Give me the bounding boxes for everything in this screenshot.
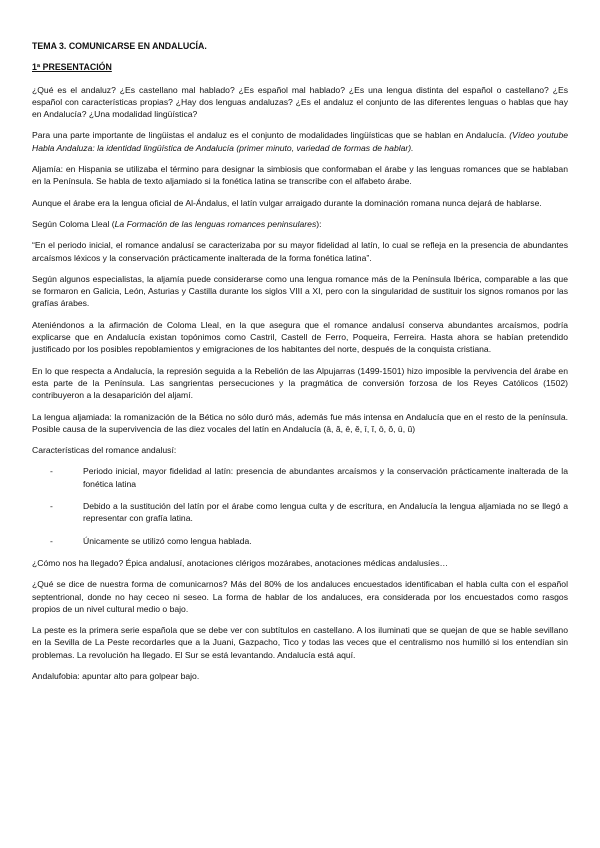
characteristics-list [32,465,568,546]
list-item [32,465,568,490]
paragraph-alpujarras: En lo que respecta a Andalucía, la represión seguida a la Rebelión de las Alpujarras (1499-1501) hizo imposible la pervivencia del árabe en esta parte de la Península. Las sangrientas persecuciones y la pragmática de conversión forzosa de los Reyes Católicos (1502) contribuyeron a la desaparición del aljamí. [32,365,568,401]
bullet-dash: - [50,501,53,512]
list-item-text: Periodo inicial, mayor fidelidad al latín: presencia de abundantes arcaísmos y la conservación prácticamente inalterada de la fonética latina [83,466,568,489]
paragraph-la-peste: La peste es la primera serie española que se debe ver con subtítulos en castellano. A los iluminati que se quejan de que se hable sevillano en la Sevilla de La Peste recordarles que a la Juani, Gazpacho, Tico y todas las veces que el centralismo nos humilló si los entendían sin problemas. La revolución ha llegado. El Sur se está levantando. Andalucía está aquí. [32,625,568,660]
section-heading: 1ª PRESENTACIÓN [32,62,112,73]
paragraph-lengua-aljamiada: La lengua aljamiada: la romanización de la Bética no sólo duró más, además fue más intensa en Andalucía que en el resto de la península. Posible causa de la supervivencia de las diez vocales del latín en Andalucía (ā, ă, ē, ĕ, ī, ĭ, ō, ŏ, ū, ŭ) [32,411,568,434]
paragraph-how-arrived: ¿Cómo nos ha llegado? Épica andalusí, anotaciones clérigos mozárabes, anotaciones médicas andalusíes… [32,557,449,568]
paragraph-andalufobia: Andalufobia: apuntar alto para golpear bajo. [32,670,200,681]
list-item-text: Debido a la sustitución del latín por el árabe como lengua culta y de escritura, en Andalucía la lengua aljamiada no se llegó a representar con grafía latina. [83,501,568,524]
bullet-dash: - [50,535,53,546]
paragraph-linguists-text: Para una parte importante de lingüistas el andaluz es el conjunto de modalidades lingüísticas que se hablan en Andalucía. [32,130,510,141]
paragraph-quote: “En el periodo inicial, el romance andalusí se caracterizaba por su mayor fidelidad al latín, lo cual se refleja en la presencia de abundantes arcaísmos léxicos y la conservación prácticamente inalterada de la forma fonética latina”. [32,240,568,263]
paragraph-linguists [32,129,568,154]
paragraph-aljamia: Aljamía: en Hispania se utilizaba el término para designar la simbiosis que conformaban el árabe y las lenguas romances que se hablaban en la Península. Se habla de texto aljamiado si la fonética latina se transcribe con el alfabeto árabe. [32,164,568,187]
coloma-lleal-end: ): [316,218,322,229]
paragraph-questions: ¿Qué es el andaluz? ¿Es castellano mal hablado? ¿Es español mal hablado? ¿Es una lengua distinta del español o castellano? ¿Es español con características propias? ¿Hay dos lenguas andaluzas? ¿Es el andaluz el conjunto de las diferentes lenguas o hablas que hay en Andalucía? ¿Una modalidad lingüística? [32,84,568,120]
list-item-text: Únicamente se utilizó como lengua hablada. [83,535,252,546]
paragraph-characteristics-heading: Características del romance andalusí: [32,445,177,456]
document-title: TEMA 3. COMUNICARSE EN ANDALUCÍA. [32,41,207,51]
list-item [32,500,568,525]
bullet-dash: - [50,466,53,477]
paragraph-specialists: Según algunos especialistas, la aljamía puede considerarse como una lengua romance más de la Península Ibérica, comparable a las que se formaron en Galicia, León, Asturias y Castilla durante los siglos VIII a XI, pero con la singularidad de sustituir los signos romanos por las grafías árabes. [32,273,568,309]
paragraph-toponyms: Ateniéndonos a la afirmación de Coloma Lleal, en la que asegura que el romance andalusí conserva abundantes arcaísmos, podría explicarse que en Andalucía existan topónimos como Castril, Castell de Ferro, Poqueira, Ferreira. Hasta ahora se habían pretendido justificado por los posibles repoblamientos y emigraciones de los habitantes del norte, después de la conquista cristiana. [32,319,568,355]
paragraph-survey: ¿Qué se dice de nuestra forma de comunicarnos? Más del 80% de los andaluces encuestados identificaban el habla culta con el español septentrional, donde no hay ceceo ni seseo. La forma de hablar de los andaluces, era considerada por los encuestados como rasgos propios de un nivel cultural medio o bajo. [32,579,568,614]
coloma-lleal-text: Según Coloma Lleal ( [32,218,115,229]
paragraph-arabic-official: Aunque el árabe era la lengua oficial de Al-Ándalus, el latín vulgar arraigado durante la dominación romana nunca dejará de hablarse. [32,197,542,208]
paragraph-coloma-lleal [32,218,568,230]
video-reference: (Vídeo youtube Habla Andaluza: la identidad lingüística de Andalucía (primer minuto, variedad de formas de hablar). [32,130,568,153]
list-item [32,535,568,547]
book-title: La Formación de las lenguas romances peninsulares [114,218,317,229]
